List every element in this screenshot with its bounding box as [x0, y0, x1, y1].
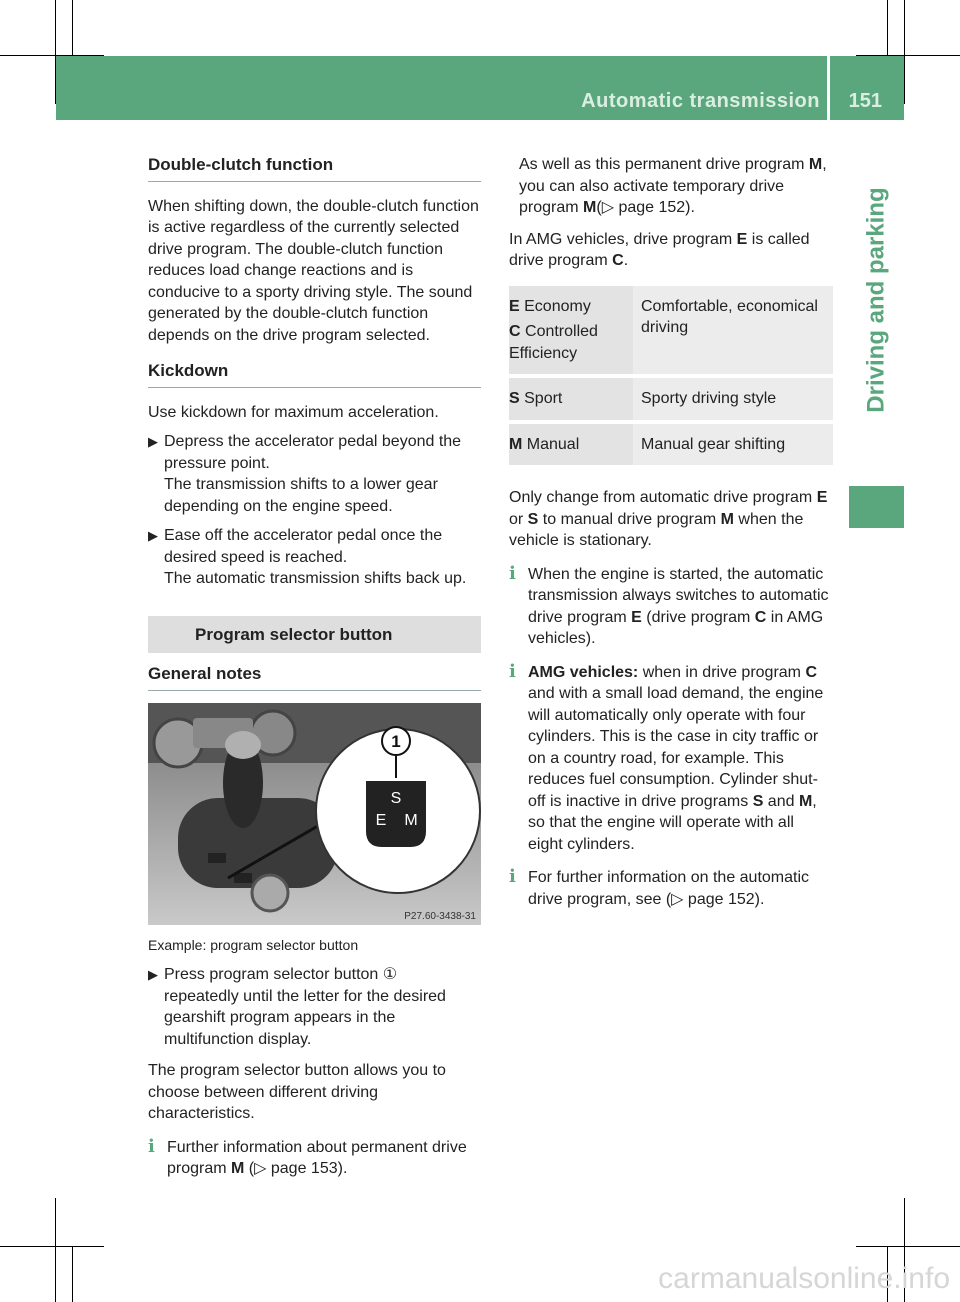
table-row	[509, 286, 833, 377]
code: S	[509, 390, 520, 407]
info-note	[509, 564, 833, 650]
code: S	[752, 792, 764, 810]
table-cell	[509, 286, 633, 377]
heading-general-notes: General notes	[148, 663, 481, 691]
info-icon: i	[509, 660, 516, 682]
watermark: carmanualsonline.info	[658, 1262, 950, 1295]
left-column	[148, 154, 481, 1180]
table-row	[509, 376, 833, 422]
text: or	[509, 510, 528, 528]
paragraph: Use kickdown for maximum acceleration.	[148, 403, 439, 421]
note-text: , so that the engine will operate with all eight cylinders.	[528, 792, 817, 853]
selector-label-m: M	[404, 811, 418, 829]
info-icon: i	[509, 562, 516, 584]
instruction-step	[148, 431, 481, 517]
paragraph	[509, 487, 833, 552]
crop-mark	[856, 1246, 960, 1247]
note-text: and with a small load demand, the engine will automatically only operate with four cylinders. This is the case in city traffic or on a country road, for example. This reduces fuel consumption. Cylinder shut-off is inactive in drive programs	[528, 685, 824, 810]
page-header	[56, 56, 904, 120]
program-selector-photo	[148, 703, 481, 925]
paragraph	[509, 154, 833, 219]
code: E	[816, 489, 828, 506]
note-text: when in drive program	[638, 663, 806, 681]
step-text: Press program selector button	[164, 966, 383, 983]
step-text: repeatedly until the letter for the desired gearshift program appears in the multifunction display.	[164, 987, 446, 1048]
table-cell: Sporty driving style	[633, 376, 833, 422]
note-text: For further information on the automatic drive program, see (▷ page 152).	[528, 869, 810, 908]
image-caption: Example: program selector button	[148, 936, 359, 953]
drive-program-table	[509, 286, 833, 470]
table-cell	[509, 422, 633, 468]
section-banner: Program selector button	[148, 616, 481, 654]
paragraph: The program selector button allows you to choose between different driving characteristics.	[148, 1062, 446, 1122]
note-text: (drive program	[641, 608, 755, 626]
text: when the vehicle is stationary.	[509, 510, 804, 549]
code: C	[754, 608, 767, 626]
text: In AMG vehicles, drive program	[509, 230, 737, 248]
text: , you can also activate temporary drive program	[519, 156, 827, 216]
crop-mark	[72, 1246, 73, 1302]
right-column	[509, 154, 833, 910]
info-icon: i	[509, 866, 516, 887]
text: As well as this permanent drive program	[519, 156, 809, 173]
step-text: Depress the accelerator pedal beyond the pressure point.	[164, 433, 462, 472]
note-text: (▷ page 153).	[244, 1160, 348, 1177]
heading-double-clutch: Double-clutch function	[148, 154, 481, 182]
note-label: AMG vehicles:	[528, 663, 639, 681]
info-note	[148, 1137, 481, 1180]
text: to manual drive program	[538, 510, 721, 528]
crop-mark	[887, 0, 888, 56]
crop-mark	[55, 1198, 56, 1302]
crop-mark	[72, 0, 73, 56]
code: E	[736, 230, 748, 248]
step-arrow-icon: ▶	[148, 434, 158, 449]
table-cell: Comfortable, economical driving	[633, 286, 833, 377]
crop-mark	[0, 1246, 104, 1247]
heading-kickdown: Kickdown	[148, 360, 481, 388]
step-result: The transmission shifts to a lower gear depending on the engine speed.	[164, 476, 438, 515]
info-note	[509, 662, 833, 856]
page-number: 151	[848, 90, 882, 112]
code: M	[798, 792, 813, 810]
code: M	[720, 510, 734, 528]
callout-number: 1	[391, 731, 401, 751]
text: Economy	[519, 297, 591, 315]
text: Manual	[522, 435, 580, 453]
chapter-tab	[849, 130, 904, 470]
code: E	[631, 608, 642, 626]
note-text: When the engine is started, the automatic transmission always switches to automatic drive program	[528, 565, 829, 626]
code: C	[805, 663, 818, 681]
code: S	[527, 510, 539, 528]
info-note	[509, 867, 833, 910]
table-cell: Manual gear shifting	[633, 422, 833, 468]
code: C	[509, 323, 521, 340]
code: M	[509, 435, 523, 453]
selector-label-s: S	[390, 789, 402, 807]
text: is called drive program	[509, 230, 810, 269]
paragraph	[509, 229, 833, 272]
text: Sport	[519, 390, 563, 407]
selector-label-e: E	[375, 811, 387, 829]
chapter-tab-label: Driving and parking	[862, 187, 890, 413]
text: (▷ page 152).	[596, 199, 695, 216]
note-text: Further information about permanent drive program	[167, 1138, 467, 1177]
section-title: Automatic transmission	[581, 90, 820, 112]
instruction-step	[148, 964, 481, 1050]
chapter-tab-block	[849, 486, 904, 528]
text: Only change from automatic drive program	[509, 489, 817, 506]
header-divider	[827, 56, 830, 120]
callout-symbol: ①	[382, 966, 398, 983]
table-row	[509, 422, 833, 468]
code: C	[612, 252, 624, 269]
step-arrow-icon: ▶	[148, 528, 158, 543]
text: .	[623, 252, 629, 269]
paragraph: When shifting down, the double-clutch function is active regardless of the currently selected drive program. The double-clutch function reduces load change reactions and is conducive to a sporty driving style. The sound generated by the double-clutch function depends on the drive program selected.	[148, 197, 479, 344]
step-arrow-icon: ▶	[148, 967, 158, 982]
step-text: Ease off the accelerator pedal once the desired speed is reached.	[164, 527, 443, 566]
instruction-step	[148, 525, 481, 590]
note-text: and	[763, 792, 799, 810]
note-code: M	[231, 1160, 245, 1177]
text: Controlled Efficiency	[509, 323, 598, 362]
image-code: P27.60-3438-31	[404, 910, 476, 922]
code: E	[509, 297, 520, 315]
code: M	[808, 156, 823, 173]
step-result: The automatic transmission shifts back up.	[164, 570, 467, 587]
code: M	[583, 199, 597, 216]
note-text: in AMG vehicles).	[528, 608, 824, 647]
table-cell	[509, 376, 633, 422]
crop-mark	[904, 0, 905, 104]
info-icon: i	[148, 1135, 155, 1157]
